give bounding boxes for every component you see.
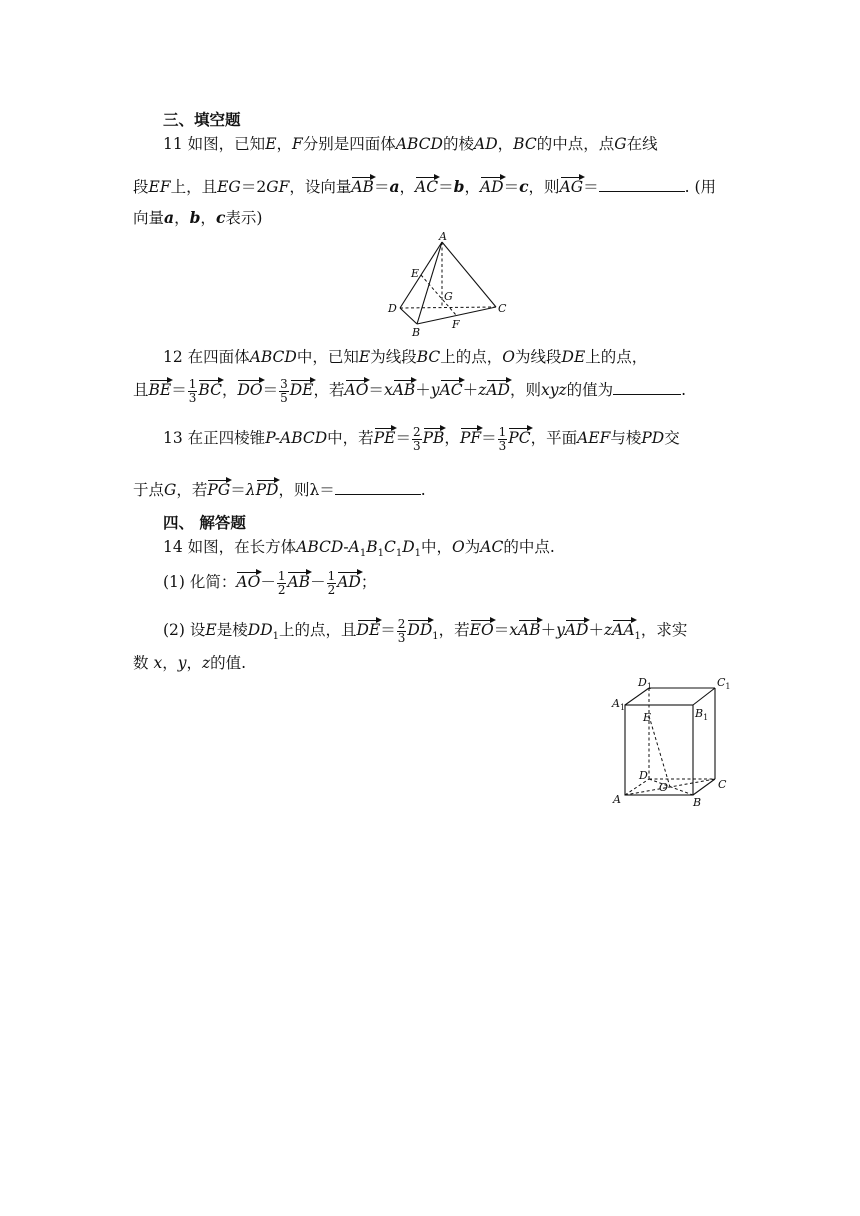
q13-line-2: 于点G，若PG＝λPD，则λ＝ . — [133, 481, 426, 499]
label-D: D — [639, 769, 648, 782]
q11-line-3: 向量a，b，c表示) — [133, 208, 263, 227]
label-G: G — [444, 290, 453, 303]
label-C: C — [718, 778, 727, 791]
cuboid-figure — [605, 672, 735, 812]
fraction: $\frac{1}{3}$ — [188, 377, 197, 405]
tetrahedron-figure — [380, 230, 520, 340]
section-heading-fill-in: 三、填空题 — [163, 110, 241, 129]
label-D1: $D_1$ — [638, 676, 652, 691]
answer-blank[interactable] — [335, 493, 421, 495]
label-F: F — [452, 318, 460, 331]
fraction: $\frac{3}{5}$ — [280, 377, 288, 405]
label-B1: $B_1$ — [695, 707, 709, 722]
label-E: E — [411, 267, 420, 280]
q12-line-1: 12 在四面体ABCD中，已知E为线段BC上的点，O为线段DE上的点， — [163, 348, 648, 366]
label-A1: $A_1$ — [612, 697, 626, 712]
answer-blank[interactable] — [599, 190, 685, 192]
fraction: $\frac{1}{2}$ — [277, 569, 286, 597]
section-heading-answer: 四、 解答题 — [163, 513, 246, 532]
q14-part-2: (2) 设E是棱$DD_1$上的点，且DE＝ $\frac{2}{3}$ $DD_1$，若EO＝xAB＋yAD＋zAA$_1$，求实 — [163, 617, 688, 645]
label-D: D — [388, 302, 397, 315]
fraction: $\frac{2}{3}$ — [397, 617, 406, 645]
q13-line-1: 13 在正四棱锥P-ABCD中，若PE＝ $\frac{2}{3}$ PB，PF＝ $\frac{1}{3}$ PC，平面AEF与棱PD交 — [163, 425, 680, 453]
label-A: A — [439, 230, 447, 243]
label-C: C — [498, 302, 507, 315]
label-B: B — [412, 326, 421, 339]
label-A: A — [613, 793, 621, 806]
fraction: $\frac{2}{3}$ — [412, 425, 421, 453]
answer-blank[interactable] — [613, 393, 681, 395]
q12-line-2: 且BE＝ $\frac{1}{3}$ BC，DO＝ $\frac{3}{5}$ DE，若AO＝xAB＋yAC＋zAD，则xyz的值为 . — [133, 377, 687, 405]
label-B: B — [693, 796, 702, 809]
label-C1: $C_1$ — [717, 676, 731, 691]
q11-line-2: 段EF上，且EG＝2GF，设向量AB＝a，AC＝b，AD＝c，则AG＝ . (用 — [133, 177, 717, 196]
q14-part-1: (1) 化简：AO－ $\frac{1}{2}$ AB－ $\frac{1}{2}$ AD； — [163, 569, 377, 597]
fraction: $\frac{1}{2}$ — [327, 569, 336, 597]
label-O: O — [659, 781, 669, 794]
label-E: E — [643, 711, 652, 724]
q11-line-1: 11 如图，已知E，F分别是四面体ABCD的棱AD，BC的中点，点G在线 — [163, 135, 658, 153]
q14-line-1: 14 如图，在长方体ABCD-$A_1B_1C_1D_1$中，O为AC的中点. — [163, 538, 555, 560]
fraction: $\frac{1}{3}$ — [498, 425, 507, 453]
q14-line-3: 数 x，y，z的值. — [133, 654, 247, 672]
